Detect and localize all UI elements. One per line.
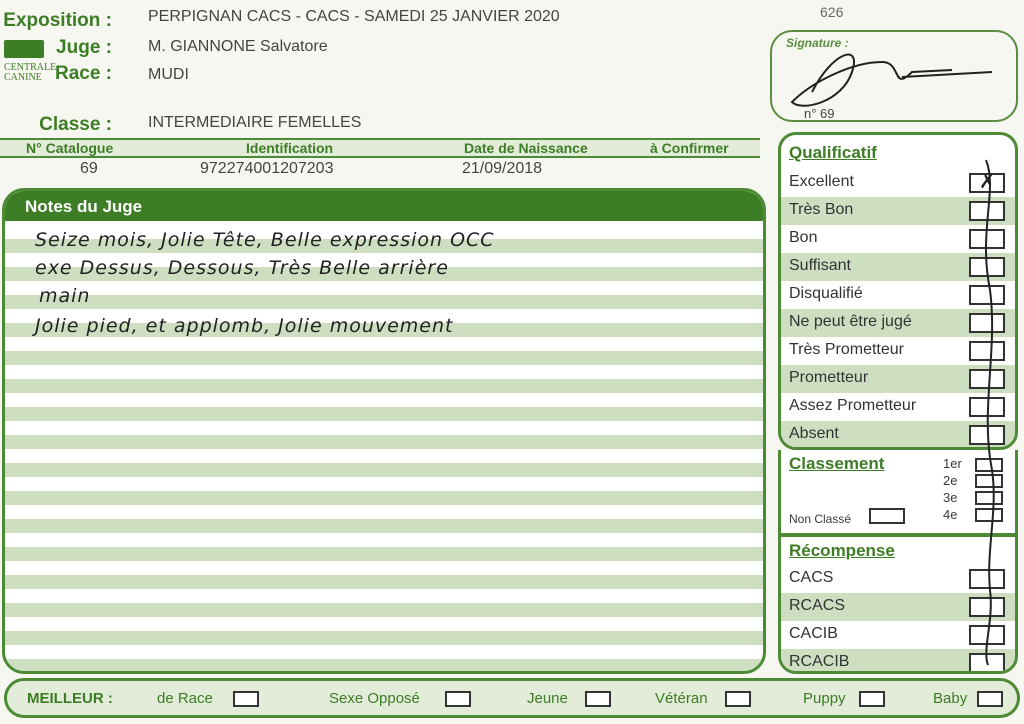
race-label: Race : [54, 63, 112, 84]
exposition-value: PERPIGNAN CACS - CACS - SAMEDI 25 JANVIER 2020 [148, 8, 560, 25]
place-label: 2e [943, 473, 958, 488]
classement-title: Classement [789, 454, 885, 473]
place-label: 3e [943, 490, 958, 505]
recompense-label: CACS [789, 569, 834, 586]
identification-col-header: Identification [246, 140, 334, 156]
stripe [5, 351, 763, 365]
stripe [5, 463, 763, 477]
meilleur-label: MEILLEUR : [27, 690, 113, 707]
identification-value: 972274001207203 [200, 160, 334, 177]
stripe [5, 659, 763, 673]
recompense-title: Récompense [789, 541, 895, 560]
qualificatif-label: Suffisant [789, 257, 851, 274]
non-classe-label: Non Classé [789, 512, 852, 526]
meilleur-checkbox[interactable] [445, 691, 471, 707]
catalogue-col-header: N° Catalogue [26, 140, 114, 156]
note-line: Jolie pied, et applomb, Jolie mouvement [35, 315, 454, 337]
recompense-label: RCACS [789, 597, 846, 614]
stripe [5, 547, 763, 561]
juge-label: Juge : [56, 37, 112, 58]
meilleur-checkbox[interactable] [725, 691, 751, 707]
meilleur-item-label: Vétéran [655, 690, 708, 707]
logo-text-line1: CENTRALE [4, 62, 57, 73]
signature-box [770, 30, 1018, 122]
sheet-number: 626 [820, 4, 844, 20]
centrale-canine-logo [4, 40, 57, 84]
catalogue-header-bar [0, 138, 760, 158]
qualificatif-label: Très Prometteur [789, 341, 904, 358]
qualificatif-label: Assez Prometteur [789, 397, 917, 414]
meilleur-bar [4, 678, 1020, 718]
signature-label: Signature : [786, 36, 849, 50]
notes-title: Notes du Juge [5, 191, 763, 221]
dog-logo-icon [4, 40, 44, 58]
meilleur-checkbox[interactable] [859, 691, 885, 707]
notes-panel [2, 188, 766, 674]
classe-label: Classe : [39, 114, 112, 135]
meilleur-item-label: Sexe Opposé [329, 690, 420, 707]
note-line: main [39, 285, 91, 307]
stripe [5, 519, 763, 533]
qualificatif-label: Absent [789, 425, 839, 442]
stripe [5, 631, 763, 645]
meilleur-checkbox[interactable] [977, 691, 1003, 707]
naissance-col-header: Date de Naissance [464, 140, 588, 156]
non-classe-checkbox[interactable] [869, 508, 905, 524]
stripe [5, 379, 763, 393]
qualificatif-title: Qualificatif [789, 143, 877, 162]
meilleur-item-label: Jeune [527, 690, 568, 707]
place-label: 1er [943, 456, 962, 471]
juge-value: M. GIANNONE Salvatore [148, 38, 328, 55]
qualificatif-label: Excellent [789, 173, 854, 190]
naissance-value: 21/09/2018 [462, 160, 543, 177]
check-mark: ✗ [979, 171, 996, 193]
pen-stroke [968, 150, 1008, 670]
catalogue-value: 69 [80, 160, 98, 177]
classe-value: INTERMEDIAIRE FEMELLES [148, 114, 362, 131]
meilleur-item-label: de Race [157, 690, 213, 707]
stripe [5, 407, 763, 421]
meilleur-checkbox[interactable] [585, 691, 611, 707]
meilleur-checkbox[interactable] [233, 691, 259, 707]
recompense-label: RCACIB [789, 653, 850, 670]
stripe [5, 295, 763, 309]
confirmer-col-header: à Confirmer [650, 140, 729, 156]
qualificatif-label: Très Bon [789, 201, 854, 218]
stripe [5, 435, 763, 449]
stripe [5, 603, 763, 617]
exposition-label: Exposition : [3, 10, 112, 31]
note-line: exe Dessus, Dessous, Très Belle arrière [35, 257, 449, 279]
qualificatif-label: Prometteur [789, 369, 869, 386]
stripe [5, 575, 763, 589]
place-label: 4e [943, 507, 958, 522]
stripe [5, 491, 763, 505]
qualificatif-label: Bon [789, 229, 818, 246]
note-line: Seize mois, Jolie Tête, Belle expression OCC [35, 229, 495, 251]
qualificatif-label: Ne peut être jugé [789, 313, 912, 330]
logo-text-line2: CANINE [4, 72, 42, 83]
meilleur-item-label: Baby [933, 690, 968, 707]
meilleur-item-label: Puppy [803, 690, 846, 707]
recompense-label: CACIB [789, 625, 838, 642]
qualificatif-label: Disqualifié [789, 285, 863, 302]
signature-number: n° 69 [804, 106, 835, 121]
race-value: MUDI [148, 66, 189, 83]
